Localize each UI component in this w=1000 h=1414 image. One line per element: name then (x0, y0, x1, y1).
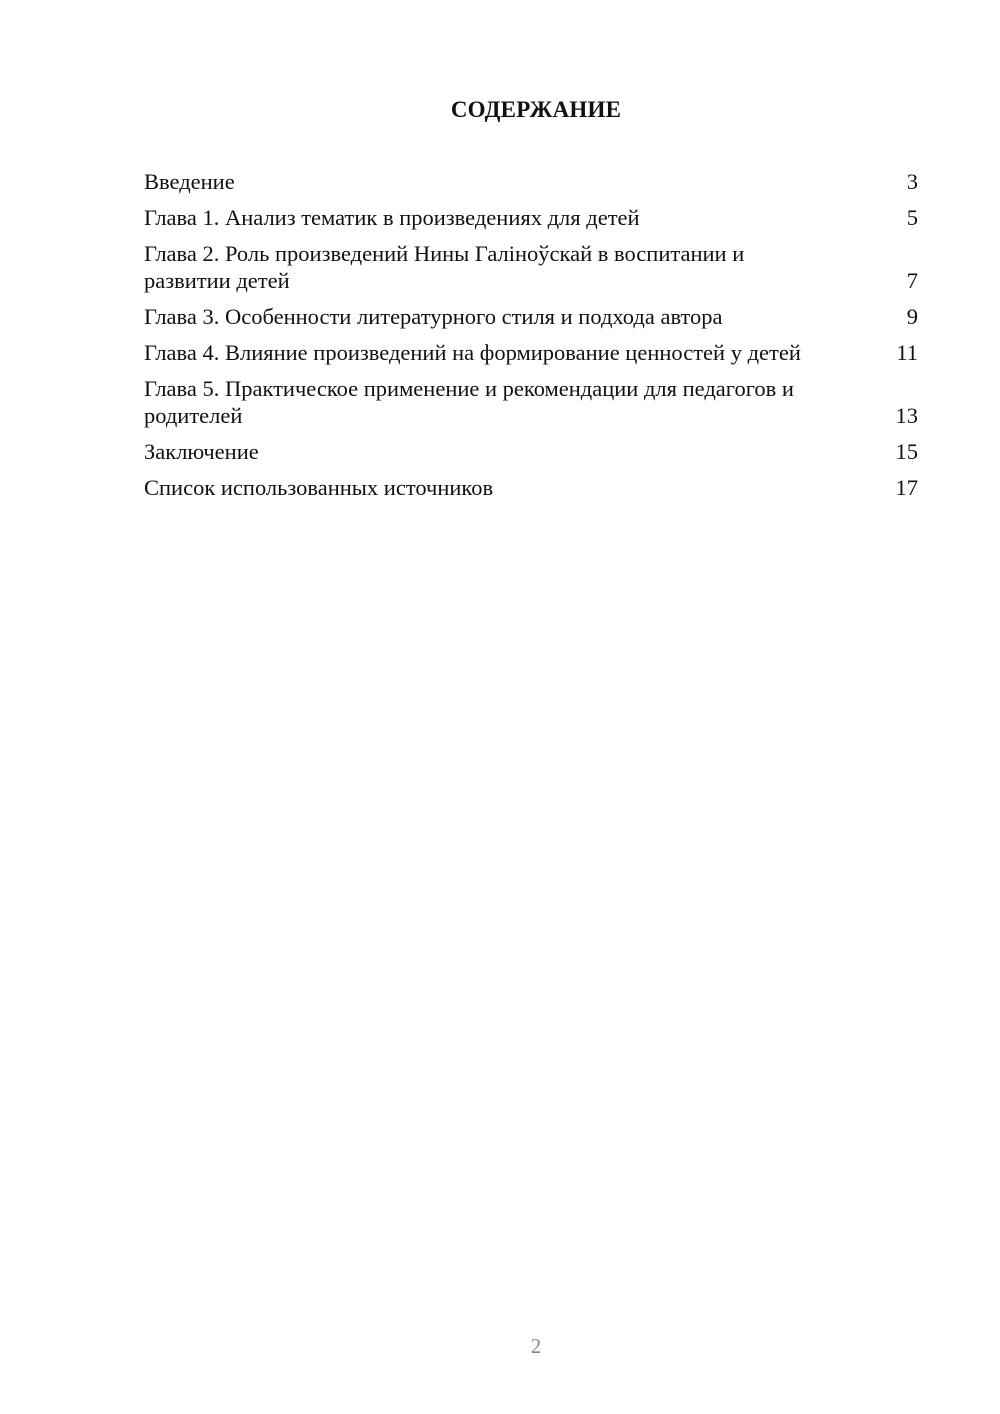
page-title: СОДЕРЖАНИЕ (450, 97, 622, 122)
toc-entry-text: Глава 3. Особенности литературного стиля и подхода автора (144, 304, 723, 329)
toc-entry-page: 17 (895, 475, 918, 500)
toc-entry-page: 15 (895, 439, 918, 464)
toc-entry-chapter-5 (144, 375, 918, 429)
page-number: 2 (530, 1334, 542, 1358)
toc-entry-chapter-3 (144, 303, 918, 330)
toc-entry-page: 13 (895, 403, 918, 428)
table-of-contents (144, 168, 918, 510)
toc-entry-page: 3 (906, 169, 918, 194)
toc-entry-chapter-2 (144, 240, 918, 294)
toc-entry-text: Введение (144, 169, 235, 194)
toc-entry-text: Список использованных источников (144, 475, 494, 500)
toc-entry-page: 9 (906, 304, 918, 329)
toc-entry-text: Глава 5. Практическое применение и рекомендации для педагогов и родителей (144, 376, 794, 428)
toc-entry-introduction (144, 168, 918, 195)
toc-entry-page: 11 (896, 340, 918, 365)
toc-entry-text: Глава 1. Анализ тематик в произведениях для детей (144, 205, 640, 230)
toc-entry-chapter-1 (144, 204, 918, 231)
toc-entry-text: Глава 4. Влияние произведений на формирование ценностей у детей (144, 340, 801, 365)
toc-entry-text: Заключение (144, 439, 259, 464)
toc-entry-page: 5 (906, 205, 918, 230)
toc-entry-text: Глава 2. Роль произведений Нины Галіноўскай в воспитании и развитии детей (144, 241, 745, 293)
toc-entry-conclusion (144, 438, 918, 465)
toc-entry-chapter-4 (144, 339, 918, 366)
toc-entry-references (144, 474, 918, 501)
toc-entry-page: 7 (906, 268, 918, 293)
